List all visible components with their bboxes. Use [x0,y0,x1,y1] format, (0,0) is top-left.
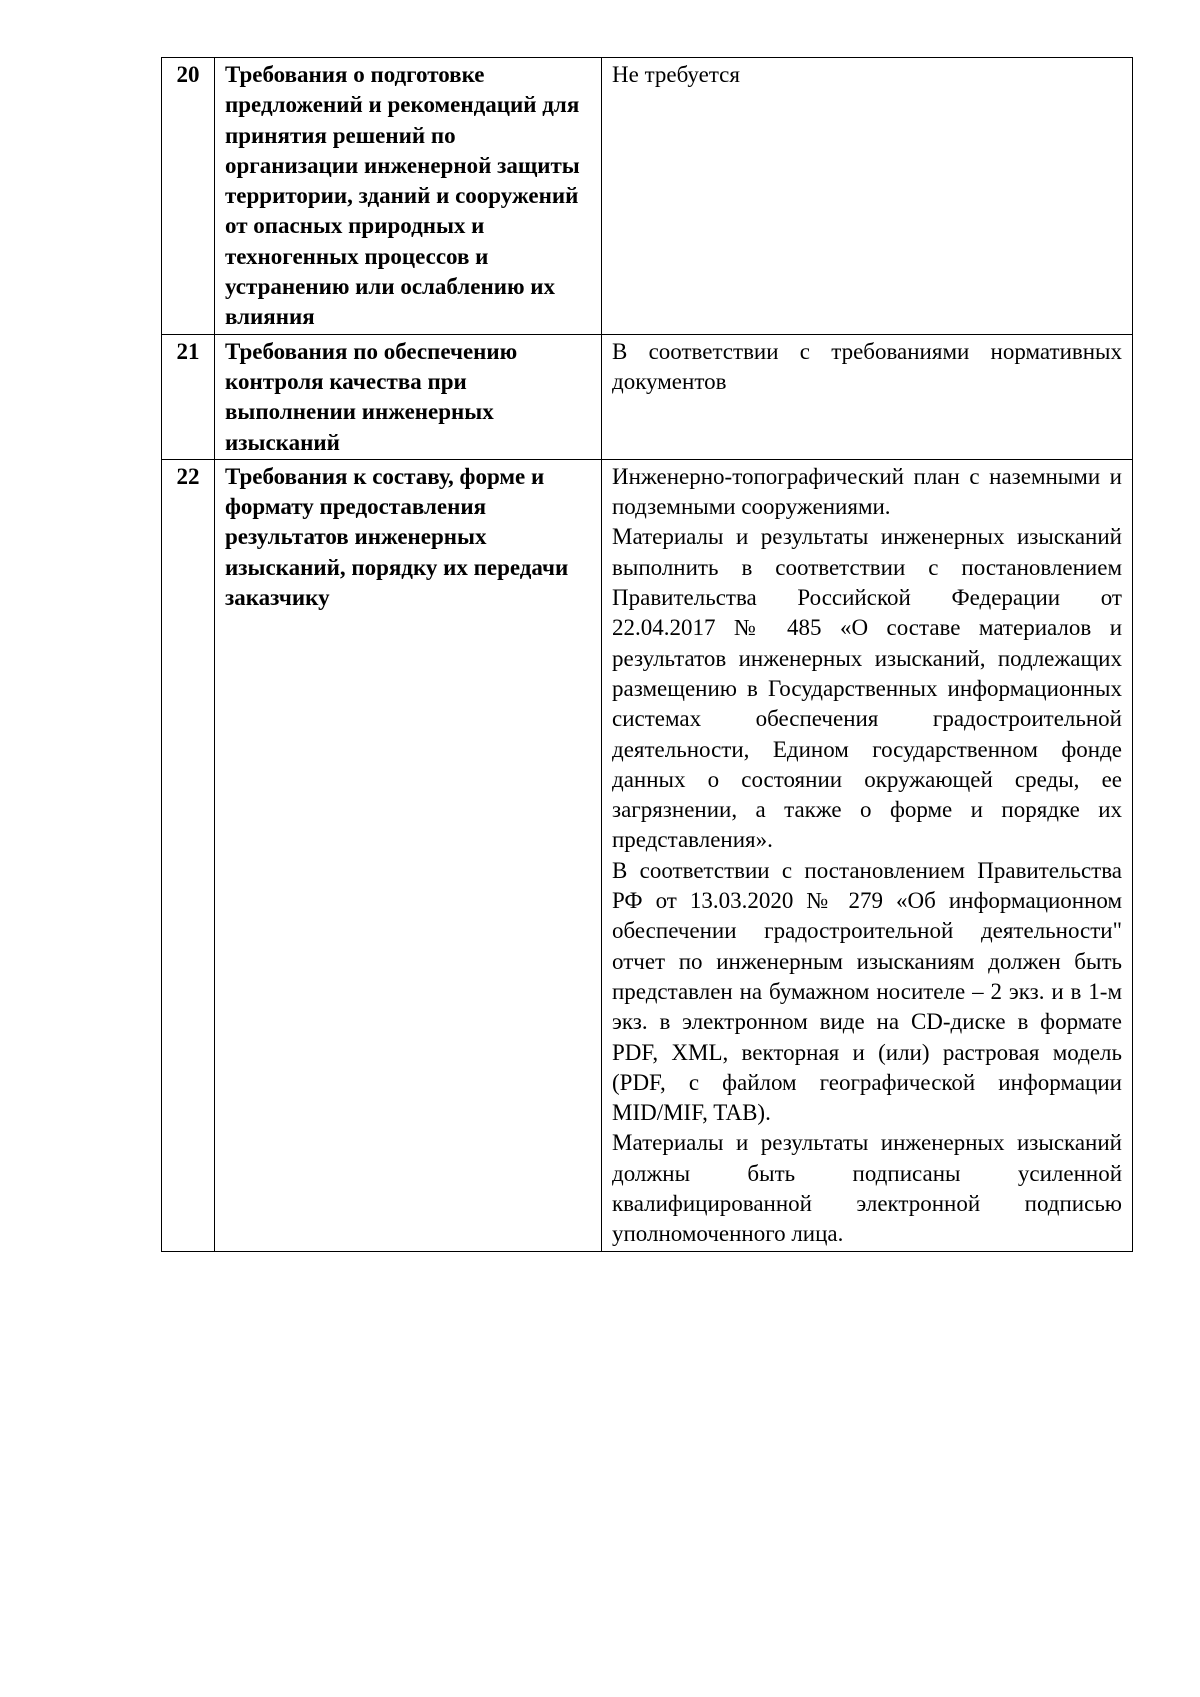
value-paragraph: Материалы и результаты инженерных изысканий должны быть подписаны усиленной квалифицированной электронной подписью уполномоченного лица. [612,1130,1122,1247]
requirement-text: Требования по обеспечению контроля качества при выполнении инженерных изысканий [215,334,602,459]
requirement-text: Требования о подготовке предложений и рекомендаций для принятия решений по организации инженерной защиты территории, зданий и сооружений от опасных природных и техногенных процессов и устранению или ослаблению их влияния [215,58,602,335]
value-paragraph: Не требуется [612,62,740,87]
requirement-value [602,58,1133,335]
value-paragraph: Инженерно-топографический план с наземными и подземными сооружениями. [612,463,1122,520]
row-number: 21 [162,334,215,459]
value-paragraph: В соответствии с постановлением Правительства РФ от 13.03.2020 № 279 «Об информационном обеспечении градостроительной деятельности" отчет по инженерным изысканиям должен быть представлен на бумажном носителе – 2 экз. и в 1-м экз. в электронном виде на CD-диске в формате PDF, XML, векторная и (или) растровая модель (PDF, с файлом географической информации MID/MIF, TAB). [612,857,1122,1126]
requirement-value [602,459,1133,1251]
requirements-table [161,57,1133,1252]
value-paragraph: В соответствии с требованиями нормативных документов [612,338,1122,394]
table-row-20 [162,58,1133,335]
value-paragraph: Материалы и результаты инженерных изысканий выполнить в соответствии с постановлением Правительства Российской Федерации от 22.04.2017 № 485 «О составе материалов и результатов инженерных изысканий, подлежащих размещению в Государственных информационных системах обеспечения градостроительной деятельности, Едином государственном фонде данных о состоянии окружающей среды, ее загрязнении, а также о форме и порядке их представления». [612,524,1122,853]
row-number: 22 [162,459,215,1251]
requirement-text: Требования к составу, форме и формату предоставления результатов инженерных изысканий, порядку их передачи заказчику [215,459,602,1251]
requirement-value [602,334,1133,459]
row-number: 20 [162,58,215,335]
table-row-22 [162,459,1133,1251]
table-row-21 [162,334,1133,459]
